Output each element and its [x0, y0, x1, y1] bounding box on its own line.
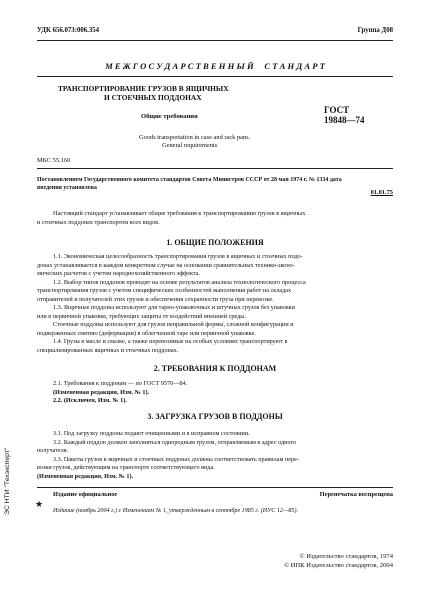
s1-p1-line1: 1.1. Экономическая целесообразность транспортирования грузов в ящичных и стоечных подо- [53, 253, 303, 260]
title-ru-line2: И СТОЕЧНЫХ ПОДДОНАХ [104, 93, 202, 102]
title-ru-subtitle: Общие требования [141, 113, 198, 120]
mks-rule [37, 168, 393, 169]
section2-heading: 2. ТРЕБОВАНИЯ К ПОДДОНАМ [153, 364, 277, 373]
decree-date: 01.01.75 [370, 189, 393, 196]
title-ru-line1: ТРАНСПОРТИРОВАНИЕ ГРУЗОВ В ЯЩИЧНЫХ [58, 84, 229, 93]
s2-p1-note: (Измененная редакция, Изм. № 1). [53, 389, 150, 396]
section1-heading: 1. ОБЩИЕ ПОЛОЖЕНИЯ [166, 238, 264, 247]
standard-banner: М Е Ж Г О С У Д А Р С Т В Е Н Н Ы Й С Т А Н Д А Р Т [105, 61, 325, 71]
s1-p4-line2: подверженных смятию (деформации) в облегченной таре или первичной упаковке. [37, 330, 256, 337]
s1-p1-line3: мических расчетов с учетом народнохозяйственного эффекта. [37, 270, 200, 277]
header-rule-top [37, 40, 393, 41]
techexpert-stamp: ЭС НТИ "Техэксперт" [4, 447, 11, 515]
s1-p2-line1: 1.2. Выбор типов поддонов проводят на основе результатов анализа технологического процесса [53, 279, 306, 286]
copyright-2004: © ИПК Издательство стандартов, 2004 [283, 562, 393, 569]
udk-code: УДК 656.073:006.354 [37, 27, 100, 34]
intro-line1: Настоящий стандарт устанавливает общие требования к транспортированию грузов в ящичных [53, 210, 306, 217]
group-code: Группа Д08 [357, 27, 393, 34]
decree-line2: введения установлена [37, 185, 97, 191]
s3-p3-line2: возки грузов, действующим на транспорте соответствующего вида. [37, 464, 215, 471]
s3-p3-note: (Измененная редакция, Изм. № 1). [37, 473, 134, 480]
mks-code: МКС 55.160 [37, 157, 71, 164]
header-rule-bottom [37, 76, 393, 77]
title-en-line2: General requirements [162, 142, 218, 149]
s1-p5-line2: специализированных ящичных и стоечных поддонах. [37, 347, 179, 354]
s3-p3-line1: 3.3. Пакеты грузов в ящичных и стоечных поддонах должны соответствовать правилам пере- [53, 456, 299, 463]
gost-number: 19848—74 [324, 115, 365, 125]
decree-line1: Постановлением Государственного комитета стандартов Совета Министров СССР от 28 мая 1974 г. № 1334 дата [37, 177, 342, 183]
s1-p1-line2: донах устанавливается в каждом конкретном случае на основании сравнительных технико-эконо- [37, 262, 295, 269]
s2-p2: 2.2. (Исключен, Изм. № 1). [53, 397, 127, 404]
official-edition: Издание официальное [53, 491, 118, 498]
reprint-prohibited: Перепечатка воспрещена [319, 491, 393, 498]
s1-p3-line2: или в первичной упаковке, требующих защиты от воздействий внешней среды. [37, 313, 247, 320]
s1-p3-line1: 1.3. Ящичные поддоны используют для тарно-упаковочных и штучных грузов без упаковки [53, 304, 295, 311]
gost-label: ГОСТ [324, 105, 350, 115]
s2-p1: 2.1. Требования к поддонам — по ГОСТ 9570—84. [53, 380, 188, 387]
title-en-line1: Goods transportation in case and rack pans. [139, 134, 251, 141]
s1-p2-line2: транспортирования грузов с учетом специфических особенностей выполнения работ на складах [37, 287, 292, 294]
s3-p2-line2: получателя. [37, 447, 69, 454]
edition-note: Издание (ноябрь 2004 г.) с Изменением № 1, утвержденным в сентябре 1985 г. (ИУС 12—85). [53, 508, 299, 514]
copyright-1974: © Издательство стандартов, 1974 [299, 553, 393, 560]
s1-p4-line1: Стоечные поддоны используют для грузов неправильной формы, сложной конфигурации и [53, 321, 294, 328]
s1-p5-line1: 1.4. Грузы в масле и смазке, а также перевозимые на особых условиях транспортируют в [53, 338, 288, 345]
footer-rule [37, 487, 393, 488]
section3-heading: 3. ЗАГРУЗКА ГРУЗОВ В ПОДДОНЫ [147, 412, 283, 421]
star-icon: ★ [35, 499, 44, 509]
intro-line2: и стоечных поддонах транспортом всех видов. [37, 219, 160, 226]
s1-p2-line3: отправителей и получателей этих грузов и обеспечения сохранности груза при перевозке. [37, 296, 274, 303]
s3-p2-line1: 3.2. Каждый поддон должен заполняться однородным грузом, отправляемым в адрес одного [53, 439, 297, 446]
s3-p1: 3.1. Под загрузку поддоны подают очищенными и в исправном состоянии. [53, 430, 250, 437]
